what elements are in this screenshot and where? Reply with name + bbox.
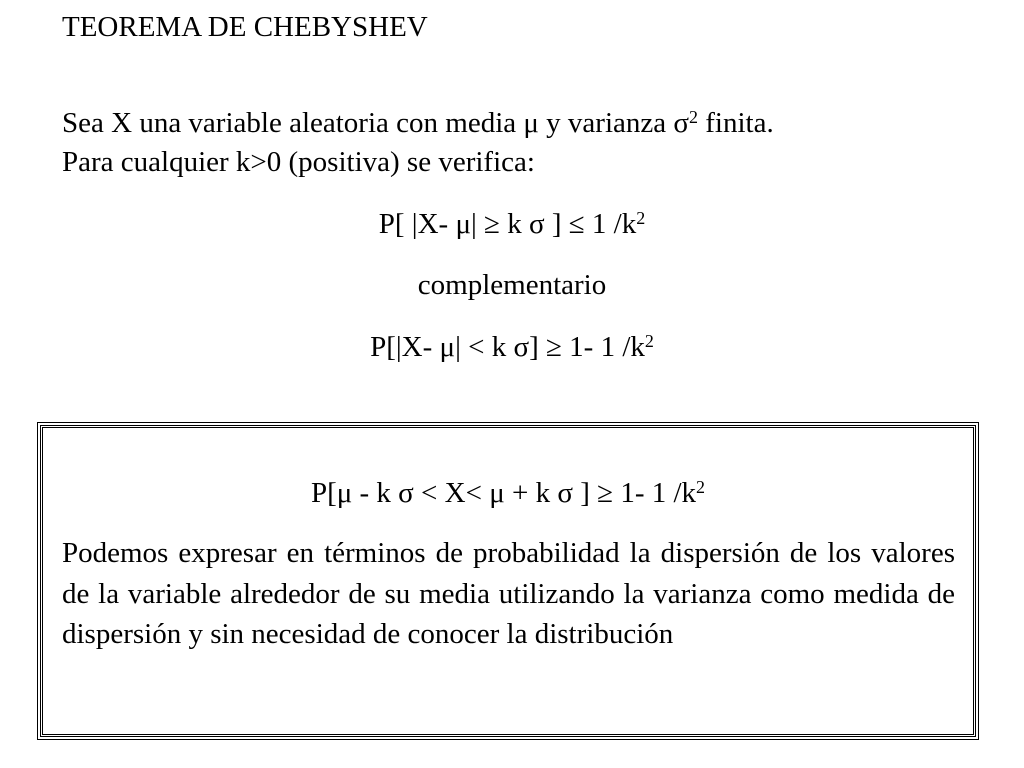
chebyshev-inequality-text: P[ |X- μ| ≥ k σ ] ≤ 1 /k [378, 208, 637, 240]
variance-exponent: 2 [689, 107, 698, 127]
chebyshev-inequality [0, 205, 1024, 243]
theorem-statement [62, 104, 774, 182]
interval-inequality-text: P[μ - k σ < X< μ + k σ ] ≥ 1- 1 /k [310, 477, 697, 509]
complement-inequality-text: P[|X- μ| < k σ] ≥ 1- 1 /k [370, 331, 645, 363]
complement-label: complementario [417, 269, 607, 301]
explanation-paragraph: Podemos expresar en términos de probabilidad la dispersión de los valores de la variable alrededor de su media utilizando la varianza como medida de dispersión y sin necesidad de conocer la distribución [62, 537, 955, 650]
statement-line-1-end: finita. [698, 107, 774, 139]
summary-box [40, 425, 976, 737]
chebyshev-inequality-exponent: 2 [636, 208, 646, 228]
page-title: TEOREMA DE CHEBYSHEV [62, 11, 428, 43]
statement-line-1-text: Sea X una variable aleatoria con media μ y varianza σ [62, 107, 689, 139]
complement-inequality [0, 328, 1024, 366]
interval-inequality-exponent: 2 [696, 477, 706, 497]
statement-line-1 [62, 104, 774, 143]
interval-inequality [43, 474, 973, 512]
complement-inequality-exponent: 2 [644, 331, 654, 351]
statement-line-2: Para cualquier k>0 (positiva) se verifica: [62, 146, 535, 178]
